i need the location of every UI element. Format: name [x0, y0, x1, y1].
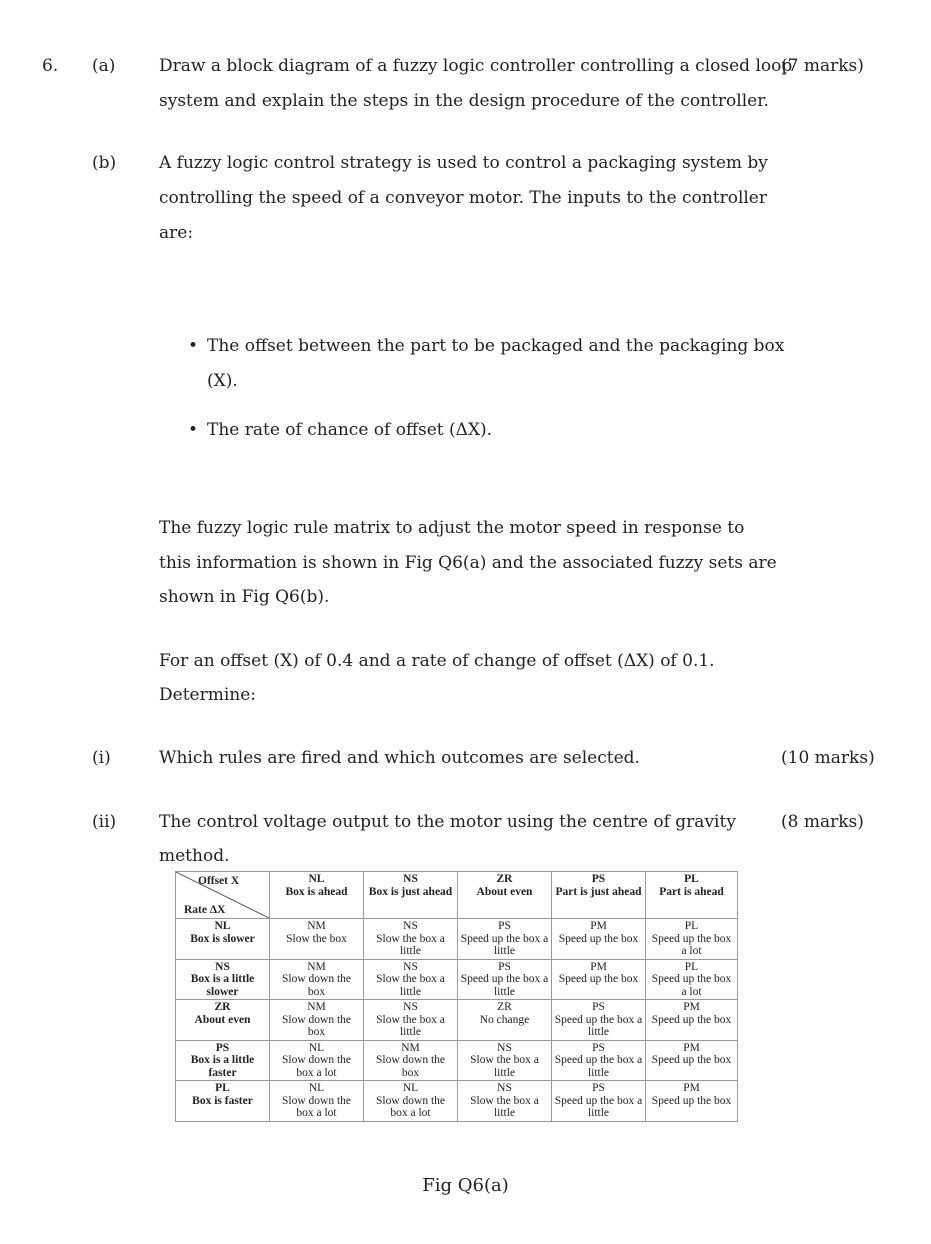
- table-cell: [458, 919, 552, 960]
- row-desc: Box is a little faster: [190, 1054, 255, 1079]
- column-desc: Box is just ahead: [368, 885, 453, 898]
- cell-desc: Speed up the box a lot: [651, 973, 732, 998]
- table-row: [176, 1000, 738, 1041]
- sub-ii-text-line1: The control voltage output to the motor using the centre of gravity: [159, 812, 736, 832]
- cell-desc: Slow down the box a lot: [376, 1094, 445, 1119]
- table-cell: [270, 959, 364, 1000]
- cell-desc: Speed up the box: [651, 1094, 732, 1107]
- cell-code: NM: [307, 920, 326, 932]
- table-row: [176, 959, 738, 1000]
- column-header: [458, 872, 552, 919]
- cell-code: NS: [403, 1001, 418, 1013]
- cell-desc: Slow down the box a lot: [282, 1094, 351, 1119]
- question-number: 6.: [42, 56, 59, 76]
- table-row: [176, 1081, 738, 1122]
- bullet-2-line1: The rate of chance of offset (ΔX).: [207, 420, 493, 440]
- table-cell: [270, 1040, 364, 1081]
- para1-line3: shown in Fig Q6(b).: [159, 587, 330, 607]
- cell-code: PM: [683, 1001, 700, 1013]
- cell-desc: Speed up the box a little: [460, 932, 549, 957]
- table-cell: [458, 1081, 552, 1122]
- row-desc: Box is a little slower: [190, 973, 255, 998]
- cell-code: PS: [498, 960, 511, 973]
- cell-desc: Slow down the box: [282, 973, 351, 998]
- column-header: [270, 872, 364, 919]
- sub-i-marks: (10 marks): [781, 748, 875, 768]
- table-cell: [364, 1000, 458, 1041]
- para2-line1: For an offset (X) of 0.4 and a rate of change of offset (ΔX) of 0.1.: [159, 651, 715, 671]
- row-header: [176, 919, 270, 960]
- cell-code: PM: [683, 1041, 700, 1054]
- sub-i-label: (i): [92, 748, 111, 768]
- table-cell: [458, 959, 552, 1000]
- row-desc: Box is slower: [190, 932, 255, 945]
- cell-desc: Speed up the box: [651, 1013, 732, 1026]
- table-row: [176, 919, 738, 960]
- table-cell: [458, 1000, 552, 1041]
- fuzzy-rule-matrix: [175, 871, 738, 1122]
- cell-code: PM: [590, 920, 607, 932]
- column-code: PL: [684, 873, 699, 885]
- cell-desc: Speed up the box a little: [554, 1054, 643, 1079]
- cell-code: NM: [307, 1001, 326, 1013]
- cell-code: NM: [307, 960, 326, 973]
- cell-code: PS: [592, 1041, 605, 1054]
- figure-caption: Fig Q6(a): [422, 1175, 509, 1196]
- cell-code: PL: [684, 960, 699, 973]
- cell-code: PL: [684, 920, 699, 932]
- column-header: [364, 872, 458, 919]
- table-cell: [364, 1081, 458, 1122]
- cell-desc: No change: [479, 1013, 530, 1026]
- sub-ii-text-line2: method.: [159, 846, 230, 866]
- cell-code: PS: [592, 1082, 605, 1094]
- row-code: PL: [215, 1082, 230, 1094]
- cell-desc: Speed up the box: [558, 973, 639, 985]
- bullet-1-line1: The offset between the part to be packaged and the packaging box: [207, 336, 785, 356]
- column-desc: About even: [476, 885, 533, 898]
- cell-code: NM: [401, 1041, 420, 1054]
- table-cell: [364, 919, 458, 960]
- sub-i-text: Which rules are fired and which outcomes are selected.: [159, 748, 640, 768]
- cell-desc: Speed up the box: [558, 932, 639, 945]
- cell-desc: Speed up the box a little: [554, 1094, 643, 1119]
- table-cell: [552, 959, 646, 1000]
- cell-code: NS: [403, 920, 418, 932]
- row-desc: About even: [194, 1013, 251, 1026]
- corner-offset-label: Offset X: [198, 875, 240, 887]
- table-cell: [270, 919, 364, 960]
- row-code: ZR: [214, 1001, 231, 1013]
- cell-desc: Speed up the box a little: [554, 1013, 643, 1038]
- table-cell: [646, 959, 738, 1000]
- row-desc: Box is faster: [192, 1094, 253, 1107]
- row-header: [176, 1081, 270, 1122]
- table-row: [176, 1040, 738, 1081]
- cell-desc: Slow the box a little: [470, 1094, 539, 1119]
- table-cell: [270, 1081, 364, 1122]
- cell-desc: Slow down the box a lot: [282, 1054, 351, 1079]
- row-header: [176, 1000, 270, 1041]
- part-a-marks: (7 marks): [781, 56, 864, 76]
- sub-ii-marks: (8 marks): [781, 812, 864, 832]
- table-corner-cell: [176, 872, 270, 919]
- cell-desc: Slow the box: [286, 932, 347, 945]
- table-cell: [364, 1040, 458, 1081]
- table-cell: [646, 1040, 738, 1081]
- row-code: PS: [215, 1041, 230, 1054]
- bullet-dot: •: [188, 420, 199, 440]
- column-desc: Box is ahead: [285, 885, 348, 898]
- row-code: NL: [214, 920, 231, 932]
- table-cell: [458, 1040, 552, 1081]
- bullet-dot: •: [188, 336, 199, 356]
- table-cell: [364, 959, 458, 1000]
- table-cell: [552, 1000, 646, 1041]
- table-cell: [646, 1000, 738, 1041]
- part-a-label: (a): [92, 56, 116, 76]
- part-a-text-line1: Draw a block diagram of a fuzzy logic controller controlling a closed loop: [159, 56, 793, 76]
- column-code: NS: [403, 873, 418, 885]
- cell-code: NS: [497, 1082, 512, 1094]
- table-cell: [552, 1040, 646, 1081]
- cell-desc: Speed up the box: [651, 1054, 732, 1066]
- part-b-text-line2: controlling the speed of a conveyor motor. The inputs to the controller: [159, 188, 767, 208]
- cell-desc: Slow the box a little: [376, 973, 445, 998]
- cell-desc: Slow down the box: [376, 1054, 445, 1079]
- column-header: [552, 872, 646, 919]
- cell-code: PS: [498, 920, 511, 932]
- table-cell: [552, 1081, 646, 1122]
- part-b-text-line3: are:: [159, 223, 194, 243]
- row-header: [176, 959, 270, 1000]
- cell-desc: Slow down the box: [282, 1013, 351, 1038]
- column-header: [646, 872, 738, 919]
- column-code: PS: [591, 873, 606, 885]
- cell-code: NL: [308, 1082, 325, 1094]
- part-b-text-line1: A fuzzy logic control strategy is used to control a packaging system by: [159, 153, 768, 173]
- para1-line2: this information is shown in Fig Q6(a) and the associated fuzzy sets are: [159, 553, 777, 573]
- cell-code: NS: [403, 960, 418, 973]
- cell-desc: Slow the box a little: [376, 932, 445, 957]
- cell-code: PS: [592, 1001, 605, 1013]
- column-code: ZR: [496, 873, 513, 885]
- part-a-text-line2: system and explain the steps in the design procedure of the controller.: [159, 91, 769, 111]
- cell-desc: Slow the box a little: [376, 1013, 445, 1038]
- cell-desc: Speed up the box a lot: [651, 932, 732, 957]
- cell-desc: Speed up the box a little: [460, 973, 549, 998]
- cell-code: PM: [683, 1082, 700, 1094]
- column-desc: Part is just ahead: [555, 885, 642, 898]
- table-cell: [270, 1000, 364, 1041]
- table-cell: [646, 1081, 738, 1122]
- cell-code: NL: [308, 1041, 325, 1054]
- para2-line2: Determine:: [159, 685, 257, 705]
- cell-code: NL: [402, 1082, 419, 1094]
- corner-rate-label: Rate ΔX: [184, 903, 226, 916]
- cell-desc: Slow the box a little: [470, 1054, 539, 1079]
- part-b-label: (b): [92, 153, 117, 173]
- column-desc: Part is ahead: [659, 885, 724, 898]
- table-cell: [552, 919, 646, 960]
- row-code: NS: [215, 960, 230, 973]
- cell-code: ZR: [497, 1001, 512, 1013]
- sub-ii-label: (ii): [92, 812, 117, 832]
- cell-code: NS: [497, 1041, 512, 1054]
- column-code: NL: [308, 873, 325, 885]
- row-header: [176, 1040, 270, 1081]
- table-cell: [646, 919, 738, 960]
- para1-line1: The fuzzy logic rule matrix to adjust the motor speed in response to: [159, 518, 745, 538]
- bullet-1-line2: (X).: [207, 371, 238, 391]
- cell-code: PM: [590, 960, 607, 973]
